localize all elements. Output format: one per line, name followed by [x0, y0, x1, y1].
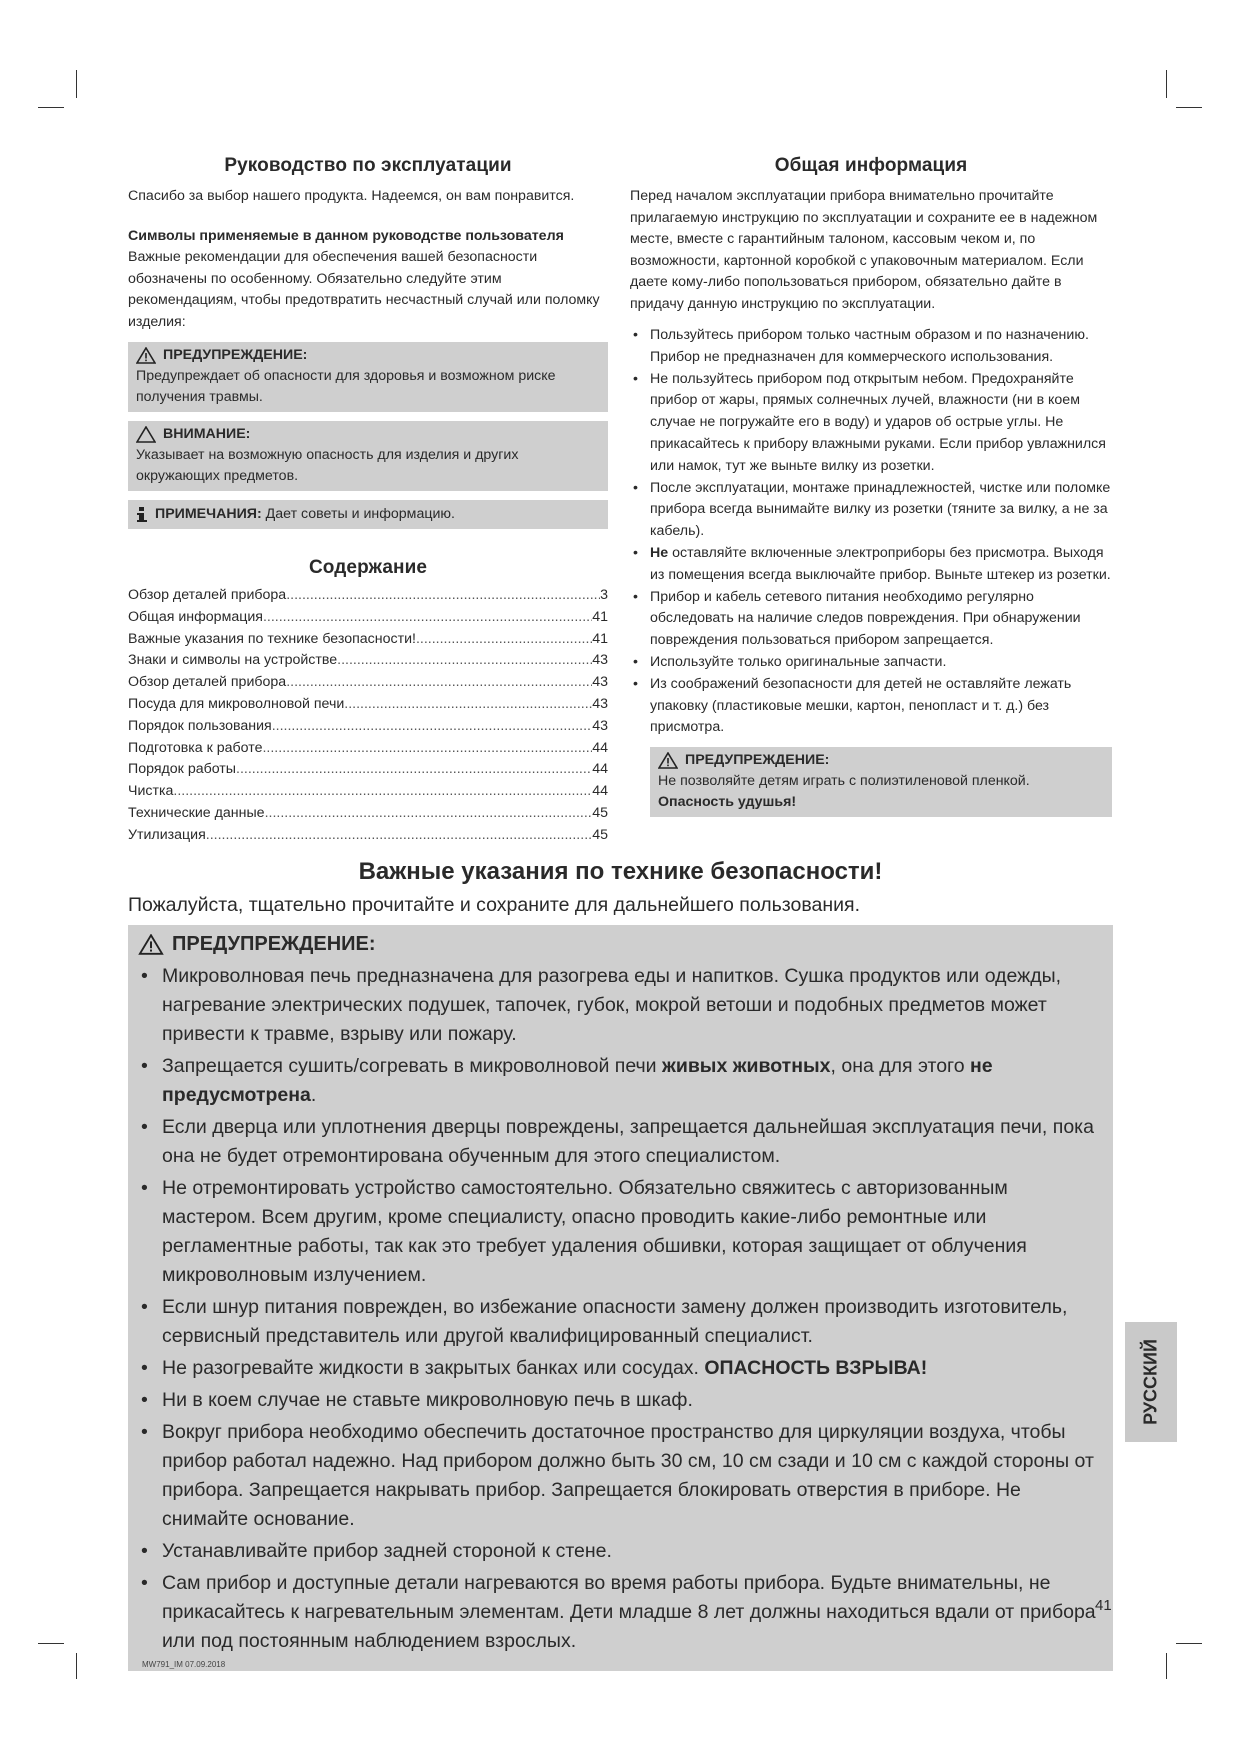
list-item: • Не оставляйте включенные электроприборы без присмотра. Выходя из помещения всегда выключайте прибор. Выньте штекер из розетки.: [630, 543, 1112, 587]
toc-row: [128, 629, 608, 651]
warning-legend-title: ПРЕДУПРЕЖДЕНИЕ:: [163, 347, 308, 363]
crop-mark: [76, 1653, 77, 1679]
toc-page: 3: [600, 587, 608, 603]
toc-row: [128, 694, 608, 716]
toc-leader: [265, 803, 593, 825]
toc-label: Подготовка к работе: [128, 739, 263, 756]
toc-row: [128, 825, 608, 847]
symbols-text: Важные рекомендации для обеспечения вашей безопасности обозначены по особенному. Обязательно следуйте этим рекомендациям, чтобы предотвратить несчастный случай или поломку изделия:: [128, 249, 600, 330]
list-item: • Ни в коем случае не ставьте микроволновую печь в шкаф.: [138, 1386, 1103, 1415]
list-item: • Пользуйтесь прибором только частным образом и по назначению. Прибор не предназначен для коммерческого использования.: [630, 325, 1112, 369]
list-item: • Если дверца или уплотнения дверцы повреждены, запрещается дальнейшая эксплуатация печи, пока она не будет отремонтирована обученным для этого специалистом.: [138, 1113, 1103, 1171]
note-legend-text: Дает советы и информацию.: [265, 506, 455, 522]
toc-row: [128, 716, 608, 738]
toc-leader: [286, 585, 600, 607]
toc-leader: [344, 694, 592, 716]
list-item: • Если шнур питания поврежден, во избежание опасности замену должен производить изготовитель, сервисный представитель или другой квалифицированный специалист.: [138, 1293, 1103, 1351]
toc-label: Обзор деталей прибора: [128, 587, 287, 603]
caution-legend-text: Указывает на возможную опасность для изделия и других окружающих предметов.: [136, 447, 519, 484]
children-warning-box: [650, 747, 1112, 817]
toc-leader: [286, 672, 592, 694]
toc-page: 45: [592, 804, 608, 821]
symbols-heading: Символы применяемые в данном руководстве пользователя: [128, 227, 564, 244]
toc-label: Важные указания по технике безопасности!: [128, 630, 416, 647]
list-item: • Прибор и кабель сетевого питания необходимо регулярно обследовать на наличие следов повреждения. При обнаружении повреждения пользоваться прибором запрещается.: [630, 587, 1112, 652]
list-item: • Не разогревайте жидкости в закрытых банках или сосудах. ОПАСНОСТЬ ВЗРЫВА!: [138, 1354, 1103, 1383]
toc-page: 43: [592, 652, 608, 669]
note-legend-title: ПРИМЕЧАНИЯ:: [155, 506, 262, 522]
crop-mark: [1166, 1653, 1167, 1679]
caution-legend-box: [128, 421, 608, 491]
general-info-title: Общая информация: [774, 155, 968, 176]
toc-label: Порядок работы: [128, 761, 236, 778]
safety-warning-title: ПРЕДУПРЕЖДЕНИЕ:: [172, 933, 376, 955]
toc-row: [128, 607, 608, 629]
toc-label: Обзор деталей прибора: [128, 674, 287, 691]
language-label: РУССКИЙ: [1140, 1339, 1161, 1425]
toc-page: 44: [592, 783, 608, 800]
toc-label: Посуда для микроволновой печи: [128, 695, 345, 712]
list-item: • Сам прибор и доступные детали нагреваются во время работы прибора. Будьте внимательны, не прикасайтесь к нагревательным элементам. Дети младше 8 лет должны находиться вдали от прибора или под постоянным наблюдением взрослых.: [138, 1569, 1103, 1656]
children-warning-title: ПРЕДУПРЕЖДЕНИЕ:: [685, 752, 830, 769]
list-item: • Из соображений безопасности для детей не оставляйте лежать упаковку (пластиковые мешки, картон, пенопласт и т. д.) без присмотра.: [630, 674, 1112, 739]
list-item: • Микроволновая печь предназначена для разогрева еды и напитков. Сушка продуктов или одежды, нагревание электрических подушек, тапочек, губок, мокрой ветоши и подобных предметов может привести к травме, взрыву или пожару.: [138, 962, 1103, 1049]
toc-page: 43: [592, 695, 608, 712]
table-of-contents: [128, 585, 608, 847]
crop-mark: [1176, 107, 1202, 108]
list-item: • Не отремонтировать устройство самостоятельно. Обязательно свяжитесь с авторизованным мастером. Всем другим, кроме специалисту, опасно проводить какие-либо ремонтные или регламентные работы, так как это требует удаления обшивки, которая защищает от облучения микроволновым излучением.: [138, 1174, 1103, 1290]
safety-section: [128, 858, 1113, 1671]
toc-label: Утилизация: [128, 826, 206, 843]
warning-triangle-icon: [136, 347, 156, 364]
toc-page: 44: [592, 761, 608, 778]
list-item: • После эксплуатации, монтаже принадлежностей, чистке или поломке прибора всегда вынимайте вилку из розетки (тяните за вилку, а не за кабель).: [630, 478, 1112, 543]
list-item: • Вокруг прибора необходимо обеспечить достаточное пространство для циркуляции воздуха, чтобы прибор работал надежно. Над прибором должно быть 30 см, 10 см сзади и 10 см с каждой стороны от прибора. Запрещается накрывать прибор. Запрещается блокировать отверстия в приборе. Не снимайте основание.: [138, 1418, 1103, 1534]
crop-mark: [1166, 70, 1167, 98]
toc-row: [128, 803, 608, 825]
toc-label: Знаки и символы на устройстве: [128, 652, 338, 669]
info-icon: [136, 507, 148, 523]
caution-legend-title: ВНИМАНИЕ:: [163, 426, 251, 442]
left-column: [128, 155, 608, 847]
general-info-list: [630, 325, 1112, 739]
toc-label: Порядок пользования: [128, 717, 272, 734]
crop-mark: [38, 1643, 64, 1644]
children-warning-text: Не позволяйте детям играть с полиэтиленовой пленкой.: [658, 773, 1030, 790]
toc-row: [128, 738, 608, 760]
toc-title: Содержание: [308, 557, 428, 578]
toc-label: Технические данные: [128, 804, 265, 821]
toc-page: 43: [592, 717, 608, 734]
toc-row: [128, 759, 608, 781]
general-info-intro: Перед началом эксплуатации прибора внимательно прочитайте прилагаемую инструкцию по эксплуатации и сохраните ее в надежном месте, вместе с гарантийным талоном, кассовым чеком и, по возможности, картонной коробкой с упаковочным материалом. Если даете кому-либо попользоваться прибором, обязательно дайте в придачу данную инструкцию по эксплуатации.: [630, 188, 1098, 312]
toc-row: [128, 672, 608, 694]
safety-list: [138, 962, 1103, 1656]
toc-label: Общая информация: [128, 608, 263, 625]
toc-page: 41: [592, 608, 608, 625]
toc-leader: [337, 650, 592, 672]
safety-warning-box: [128, 925, 1113, 1671]
thanks-text: Спасибо за выбор нашего продукта. Надеемся, он вам понравится.: [128, 188, 575, 204]
caution-triangle-icon: [136, 426, 156, 443]
list-item: • Используйте только оригинальные запчасти.: [630, 652, 1112, 674]
toc-page: 43: [592, 674, 608, 691]
toc-label: Чистка: [128, 783, 174, 800]
list-item: • Устанавливайте прибор задней стороной к стене.: [138, 1537, 1103, 1566]
safety-intro: Пожалуйста, тщательно прочитайте и сохраните для дальнейшего пользования.: [128, 894, 860, 916]
note-legend-box: [128, 500, 608, 529]
suffocation-danger: Опасность удушья!: [658, 794, 797, 811]
toc-leader: [236, 759, 592, 781]
list-item: • Запрещается сушить/согревать в микроволновой печи живых животных, она для этого не предусмотрена.: [138, 1052, 1103, 1110]
crop-mark: [38, 107, 64, 108]
toc-leader: [262, 738, 592, 760]
toc-leader: [263, 607, 592, 629]
toc-row: [128, 781, 608, 803]
safety-title: Важные указания по технике безопасности!: [358, 858, 883, 885]
crop-mark: [76, 70, 77, 98]
warning-triangle-icon: [658, 752, 678, 769]
crop-mark: [1176, 1643, 1202, 1644]
toc-row: [128, 650, 608, 672]
toc-leader: [272, 716, 593, 738]
toc-page: 41: [592, 630, 608, 647]
toc-leader: [206, 825, 592, 847]
language-side-tab: [1125, 1322, 1177, 1442]
toc-row: [128, 585, 608, 607]
toc-page: 44: [592, 739, 608, 756]
toc-leader: [173, 781, 592, 803]
list-item: • Не пользуйтесь прибором под открытым небом. Предохраняйте прибор от жары, прямых солнечных лучей, влажности (ни в коем случае не погружайте его в воду) и ударов об острые углы. Не прикасайтесь к прибору влажными руками. Если прибор увлажнился или намок, тут же выньте вилку из розетки.: [630, 369, 1112, 478]
manual-title: Руководство по эксплуатации: [224, 155, 512, 176]
page-number: 41: [1095, 1597, 1112, 1614]
toc-leader: [416, 629, 592, 651]
footer-doc-id: MW791_IM 07.09.2018: [142, 1660, 226, 1669]
warning-legend-box: [128, 342, 608, 412]
warning-triangle-icon: [138, 934, 164, 955]
warning-legend-text: Предупреждает об опасности для здоровья и возможном риске получения травмы.: [136, 368, 556, 405]
right-column: [630, 155, 1112, 817]
toc-page: 45: [592, 826, 608, 843]
